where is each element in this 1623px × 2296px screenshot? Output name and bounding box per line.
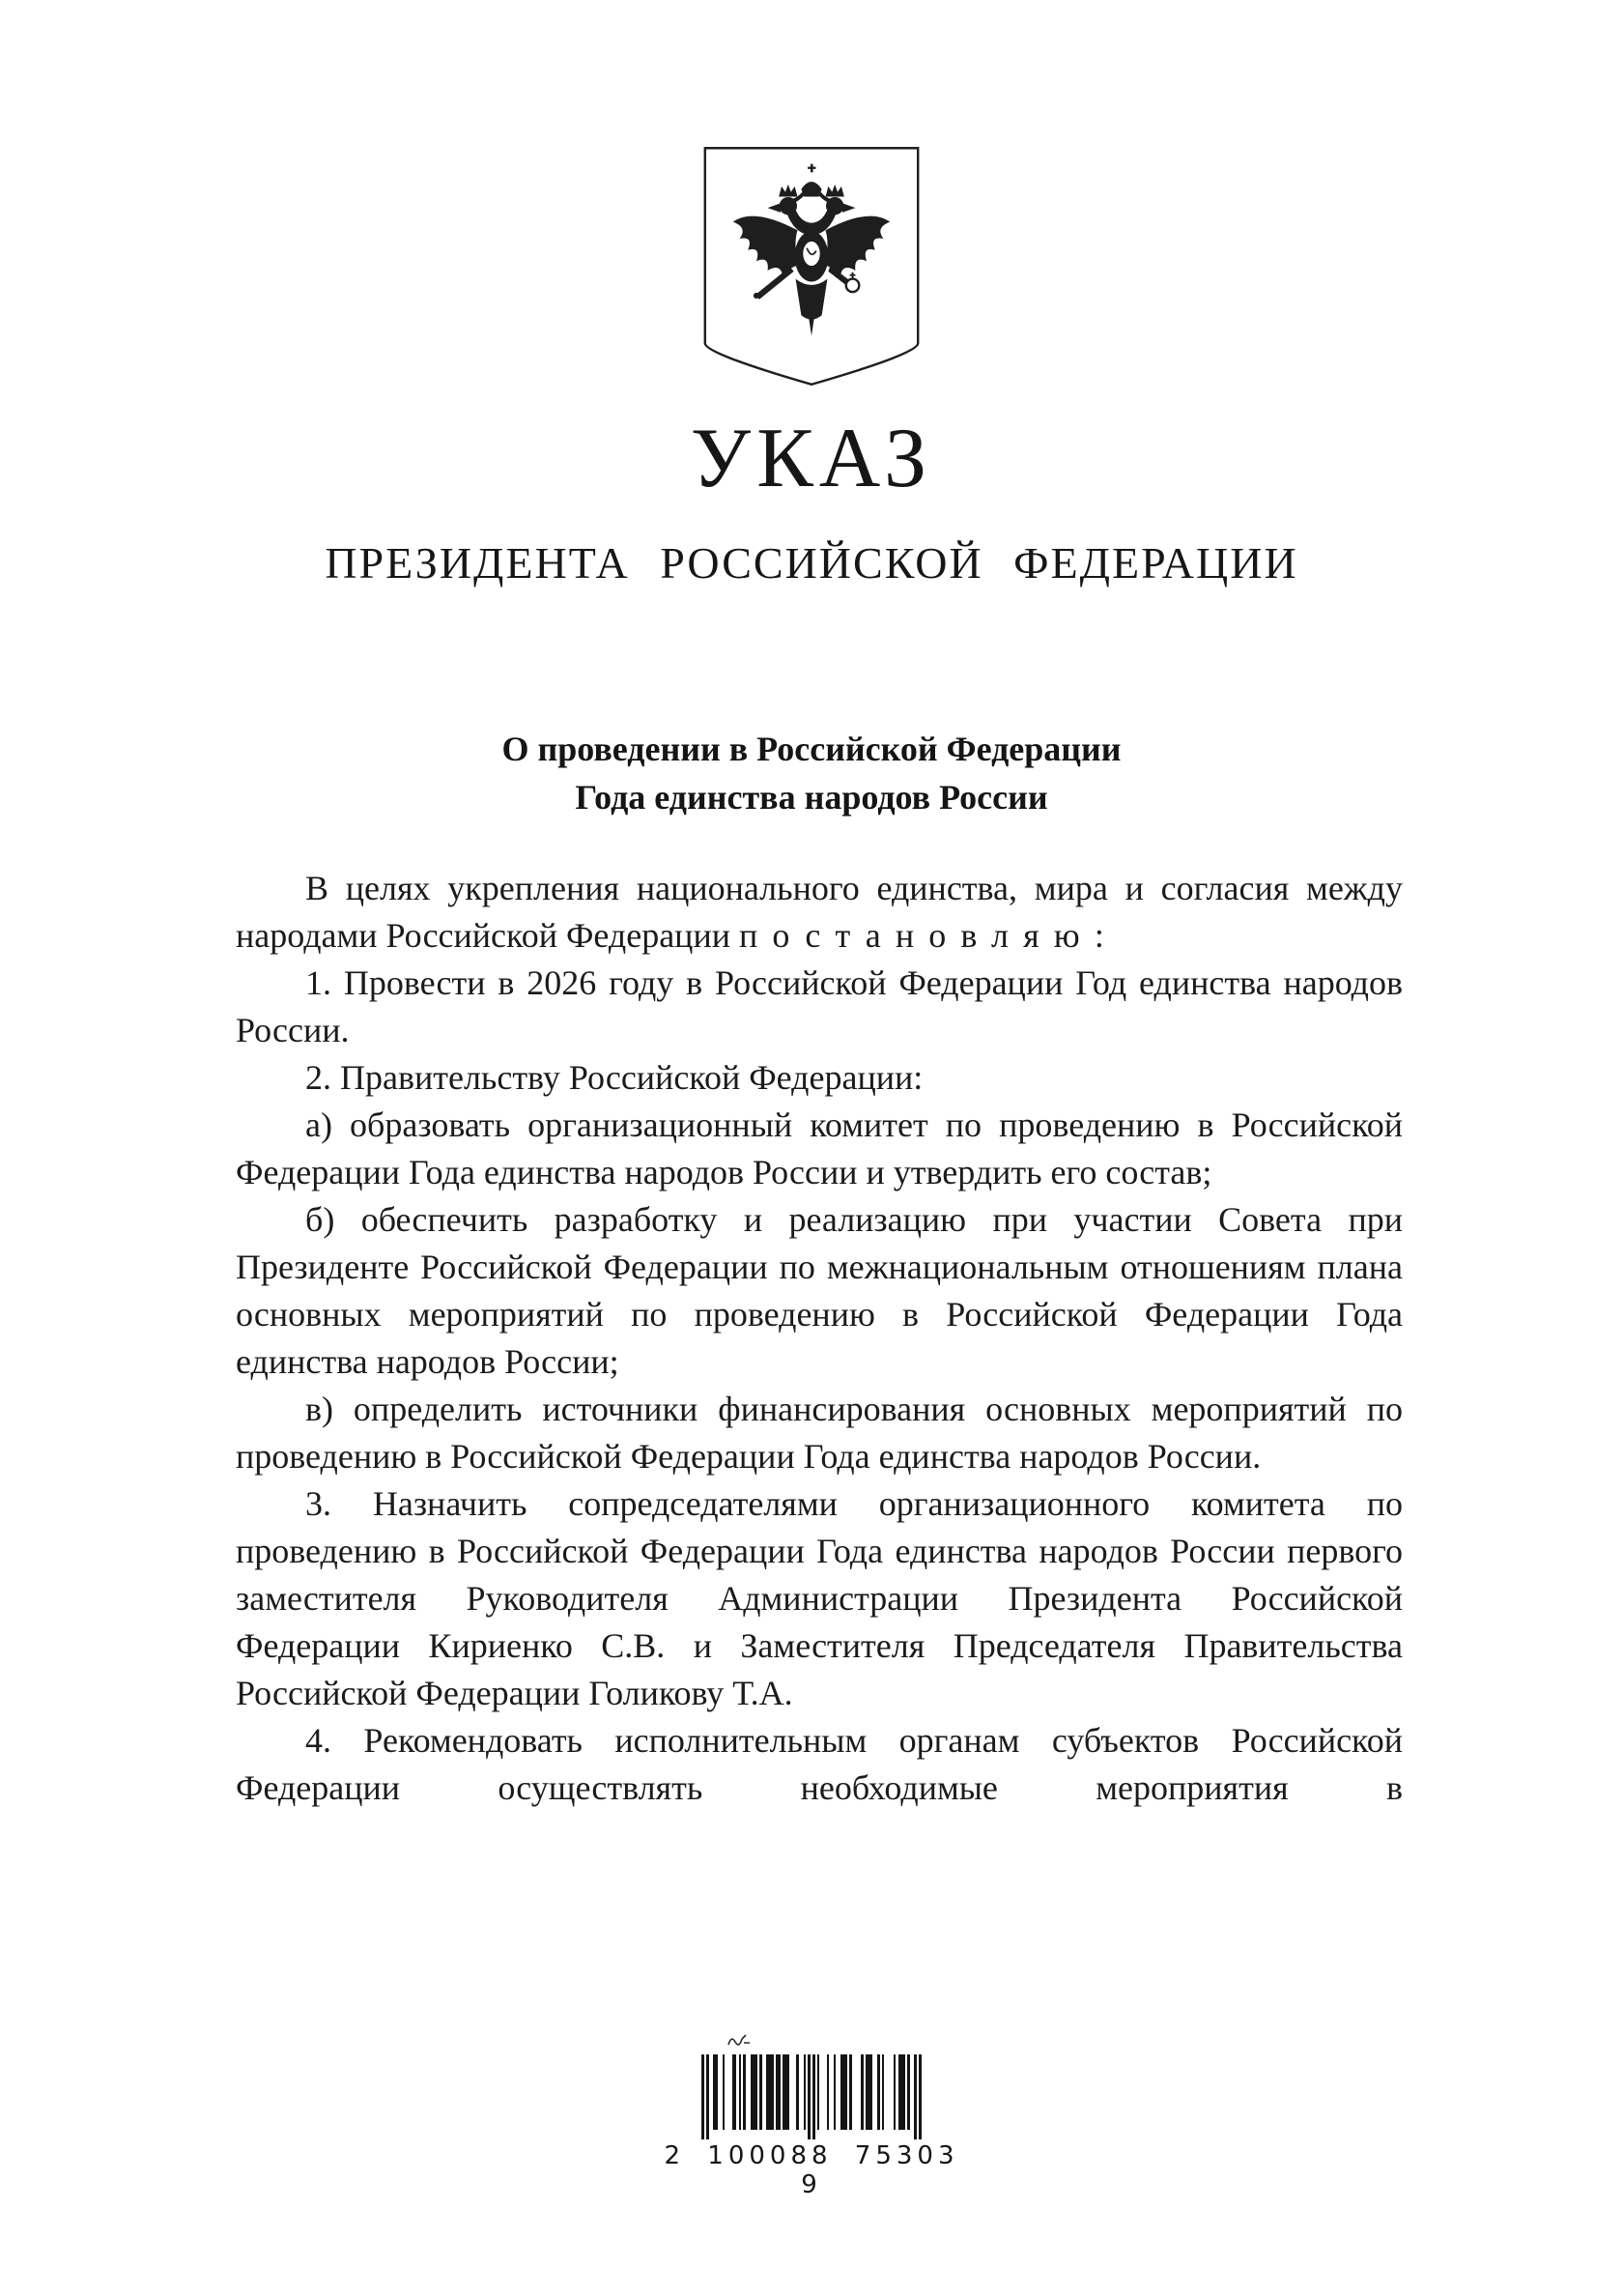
barcode-number: 2 100088 75303 9 bbox=[664, 2141, 959, 2199]
intro-emphasis: постановляю bbox=[738, 916, 1095, 955]
subject-line-1: О проведении в Российской Федерации bbox=[501, 730, 1122, 768]
intro-post: : bbox=[1094, 916, 1104, 955]
document-title: УКАЗ bbox=[690, 412, 933, 505]
barcode-bars bbox=[657, 2054, 966, 2139]
intro-pre: В целях укрепления национального единства, мира и согласия между народами Российской Федерации bbox=[236, 869, 1403, 955]
barcode-mark-icon bbox=[726, 2031, 752, 2049]
paragraph-3: 3. Назначить сопредседателями организационного комитета по проведению в Российской Федерации Года единства народов России первого заместителя Руководителя Администрации Президента Российской Федерации Кириенко С.В. и Заместителя Председателя Правительства Российской Федерации Голикову Т.А. bbox=[236, 1484, 1403, 1712]
decree-body bbox=[236, 865, 1403, 1812]
paragraph-2b: б) обеспечить разработку и реализацию при участии Совета при Президенте Российской Федерации по межнациональным отношениям плана основных мероприятий по проведению в Российской Федерации Года единства народов России; bbox=[236, 1200, 1403, 1381]
paragraph-1: 1. Провести в 2026 году в Российской Федерации Год единства народов России. bbox=[236, 963, 1403, 1049]
paragraph-4: 4. Рекомендовать исполнительным органам субъектов Российской Федерации осуществлять необходимые мероприятия в bbox=[236, 1721, 1403, 1807]
document-subtitle: ПРЕЗИДЕНТА РОССИЙСКОЙ ФЕДЕРАЦИИ bbox=[325, 538, 1298, 588]
paragraph-2v: в) определить источники финансирования основных мероприятий по проведению в Российской Федерации Года единства народов России. bbox=[236, 1390, 1403, 1476]
intro-paragraph bbox=[236, 865, 1403, 960]
coat-of-arms-shield-eagle-icon bbox=[699, 143, 924, 390]
subject-line-2: Года единства народов России bbox=[575, 778, 1048, 817]
paragraph-2a: а) образовать организационный комитет по проведению в Российской Федерации Года единства народов России и утвердить его состав; bbox=[236, 1105, 1403, 1191]
decree-subject bbox=[0, 725, 1623, 821]
paragraph-2: 2. Правительству Российской Федерации: bbox=[305, 1058, 924, 1097]
coat-of-arms bbox=[699, 143, 924, 390]
barcode-block bbox=[657, 2054, 966, 2199]
